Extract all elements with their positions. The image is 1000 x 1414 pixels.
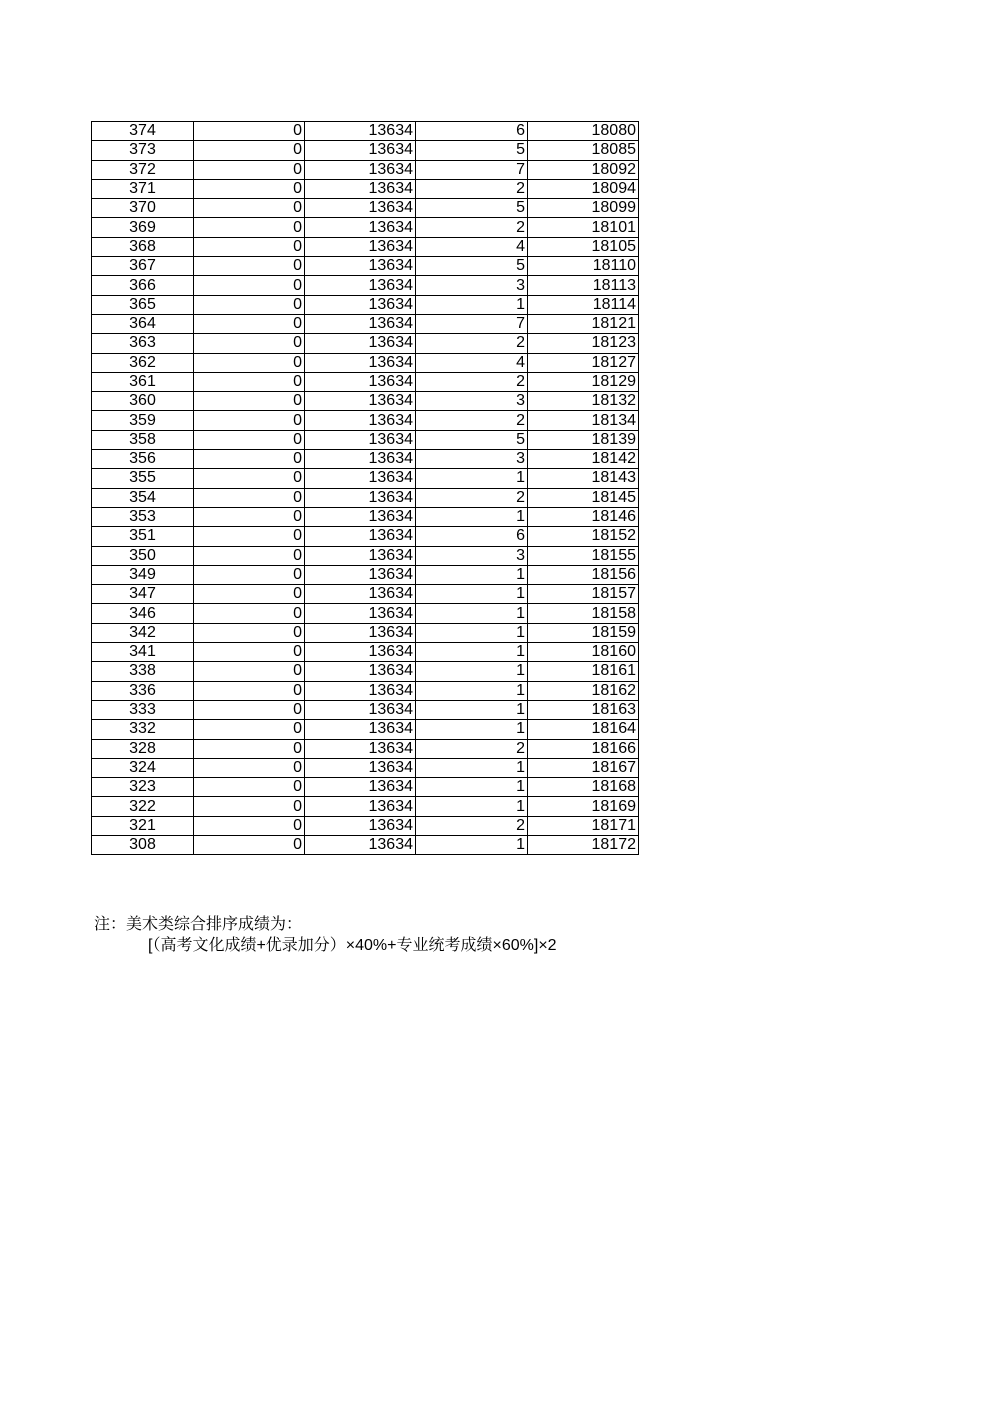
- score-cell: 358: [92, 430, 194, 449]
- cumulative-cell: 18156: [528, 565, 639, 584]
- base-cumulative-cell: 13634: [305, 122, 416, 141]
- score-cell: 332: [92, 720, 194, 739]
- score-cell: 373: [92, 141, 194, 160]
- zero-count-cell: 0: [194, 488, 305, 507]
- score-cell: 353: [92, 507, 194, 526]
- table-row: [92, 179, 639, 198]
- cumulative-cell: 18099: [528, 199, 639, 218]
- zero-count-cell: 0: [194, 778, 305, 797]
- base-cumulative-cell: 13634: [305, 527, 416, 546]
- base-cumulative-cell: 13634: [305, 778, 416, 797]
- base-cumulative-cell: 13634: [305, 257, 416, 276]
- zero-count-cell: 0: [194, 276, 305, 295]
- count-cell: 5: [416, 199, 528, 218]
- score-cell: 350: [92, 546, 194, 565]
- base-cumulative-cell: 13634: [305, 199, 416, 218]
- score-cell: 347: [92, 585, 194, 604]
- table-row: [92, 199, 639, 218]
- score-cell: 324: [92, 758, 194, 777]
- table-row: [92, 295, 639, 314]
- cumulative-cell: 18134: [528, 411, 639, 430]
- zero-count-cell: 0: [194, 700, 305, 719]
- base-cumulative-cell: 13634: [305, 411, 416, 430]
- base-cumulative-cell: 13634: [305, 450, 416, 469]
- count-cell: 1: [416, 507, 528, 526]
- zero-count-cell: 0: [194, 469, 305, 488]
- score-cell: 328: [92, 739, 194, 758]
- cumulative-cell: 18167: [528, 758, 639, 777]
- count-cell: 3: [416, 392, 528, 411]
- score-cell: 322: [92, 797, 194, 816]
- count-cell: 1: [416, 585, 528, 604]
- cumulative-cell: 18105: [528, 237, 639, 256]
- zero-count-cell: 0: [194, 257, 305, 276]
- table-row: [92, 662, 639, 681]
- table-row: [92, 450, 639, 469]
- score-cell: 365: [92, 295, 194, 314]
- zero-count-cell: 0: [194, 199, 305, 218]
- base-cumulative-cell: 13634: [305, 700, 416, 719]
- count-cell: 4: [416, 237, 528, 256]
- count-cell: 1: [416, 758, 528, 777]
- score-cell: 336: [92, 681, 194, 700]
- cumulative-cell: 18092: [528, 160, 639, 179]
- count-cell: 7: [416, 314, 528, 333]
- cumulative-cell: 18168: [528, 778, 639, 797]
- base-cumulative-cell: 13634: [305, 585, 416, 604]
- base-cumulative-cell: 13634: [305, 546, 416, 565]
- score-cell: 371: [92, 179, 194, 198]
- cumulative-cell: 18132: [528, 392, 639, 411]
- table-row: [92, 643, 639, 662]
- count-cell: 1: [416, 623, 528, 642]
- table-row: [92, 700, 639, 719]
- table-row: [92, 585, 639, 604]
- base-cumulative-cell: 13634: [305, 372, 416, 391]
- table-row: [92, 392, 639, 411]
- note-formula: [（高考文化成绩+优录加分）×40%+专业统考成绩×60%]×2: [148, 937, 557, 954]
- count-cell: 2: [416, 334, 528, 353]
- table-row: [92, 778, 639, 797]
- count-cell: 1: [416, 797, 528, 816]
- count-cell: 2: [416, 372, 528, 391]
- base-cumulative-cell: 13634: [305, 797, 416, 816]
- zero-count-cell: 0: [194, 314, 305, 333]
- table-row: [92, 372, 639, 391]
- zero-count-cell: 0: [194, 835, 305, 854]
- base-cumulative-cell: 13634: [305, 314, 416, 333]
- base-cumulative-cell: 13634: [305, 334, 416, 353]
- count-cell: 1: [416, 565, 528, 584]
- base-cumulative-cell: 13634: [305, 758, 416, 777]
- score-cell: 351: [92, 527, 194, 546]
- table-row: [92, 141, 639, 160]
- zero-count-cell: 0: [194, 122, 305, 141]
- base-cumulative-cell: 13634: [305, 488, 416, 507]
- table-row: [92, 257, 639, 276]
- base-cumulative-cell: 13634: [305, 835, 416, 854]
- zero-count-cell: 0: [194, 565, 305, 584]
- score-cell: 369: [92, 218, 194, 237]
- base-cumulative-cell: 13634: [305, 295, 416, 314]
- zero-count-cell: 0: [194, 816, 305, 835]
- score-cell: 342: [92, 623, 194, 642]
- cumulative-cell: 18129: [528, 372, 639, 391]
- count-cell: 2: [416, 218, 528, 237]
- cumulative-cell: 18164: [528, 720, 639, 739]
- base-cumulative-cell: 13634: [305, 662, 416, 681]
- count-cell: 1: [416, 778, 528, 797]
- zero-count-cell: 0: [194, 739, 305, 758]
- table-row: [92, 218, 639, 237]
- cumulative-cell: 18163: [528, 700, 639, 719]
- base-cumulative-cell: 13634: [305, 816, 416, 835]
- cumulative-cell: 18142: [528, 450, 639, 469]
- zero-count-cell: 0: [194, 430, 305, 449]
- count-cell: 1: [416, 604, 528, 623]
- cumulative-cell: 18169: [528, 797, 639, 816]
- zero-count-cell: 0: [194, 585, 305, 604]
- base-cumulative-cell: 13634: [305, 469, 416, 488]
- zero-count-cell: 0: [194, 160, 305, 179]
- table-row: [92, 720, 639, 739]
- count-cell: 5: [416, 430, 528, 449]
- table-row: [92, 739, 639, 758]
- cumulative-cell: 18161: [528, 662, 639, 681]
- cumulative-cell: 18157: [528, 585, 639, 604]
- zero-count-cell: 0: [194, 623, 305, 642]
- zero-count-cell: 0: [194, 295, 305, 314]
- zero-count-cell: 0: [194, 643, 305, 662]
- score-cell: 362: [92, 353, 194, 372]
- count-cell: 1: [416, 643, 528, 662]
- cumulative-cell: 18145: [528, 488, 639, 507]
- zero-count-cell: 0: [194, 141, 305, 160]
- cumulative-cell: 18114: [528, 295, 639, 314]
- count-cell: 1: [416, 662, 528, 681]
- score-cell: 361: [92, 372, 194, 391]
- zero-count-cell: 0: [194, 411, 305, 430]
- base-cumulative-cell: 13634: [305, 218, 416, 237]
- cumulative-cell: 18085: [528, 141, 639, 160]
- score-cell: 333: [92, 700, 194, 719]
- count-cell: 4: [416, 353, 528, 372]
- zero-count-cell: 0: [194, 353, 305, 372]
- zero-count-cell: 0: [194, 758, 305, 777]
- base-cumulative-cell: 13634: [305, 179, 416, 198]
- table-row: [92, 604, 639, 623]
- base-cumulative-cell: 13634: [305, 565, 416, 584]
- table-row: [92, 835, 639, 854]
- cumulative-cell: 18158: [528, 604, 639, 623]
- table-row: [92, 565, 639, 584]
- cumulative-cell: 18139: [528, 430, 639, 449]
- zero-count-cell: 0: [194, 179, 305, 198]
- zero-count-cell: 0: [194, 546, 305, 565]
- zero-count-cell: 0: [194, 392, 305, 411]
- table-row: [92, 160, 639, 179]
- zero-count-cell: 0: [194, 797, 305, 816]
- score-cell: 355: [92, 469, 194, 488]
- table-body: [92, 122, 639, 855]
- cumulative-cell: 18152: [528, 527, 639, 546]
- base-cumulative-cell: 13634: [305, 739, 416, 758]
- count-cell: 6: [416, 122, 528, 141]
- cumulative-cell: 18101: [528, 218, 639, 237]
- table-row: [92, 353, 639, 372]
- cumulative-cell: 18162: [528, 681, 639, 700]
- zero-count-cell: 0: [194, 681, 305, 700]
- count-cell: 2: [416, 739, 528, 758]
- cumulative-cell: 18171: [528, 816, 639, 835]
- table-row: [92, 469, 639, 488]
- cumulative-cell: 18113: [528, 276, 639, 295]
- cumulative-cell: 18123: [528, 334, 639, 353]
- cumulative-cell: 18080: [528, 122, 639, 141]
- zero-count-cell: 0: [194, 218, 305, 237]
- table-row: [92, 507, 639, 526]
- table-row: [92, 276, 639, 295]
- table-row: [92, 816, 639, 835]
- score-cell: 323: [92, 778, 194, 797]
- base-cumulative-cell: 13634: [305, 392, 416, 411]
- score-cell: 356: [92, 450, 194, 469]
- zero-count-cell: 0: [194, 450, 305, 469]
- count-cell: 1: [416, 469, 528, 488]
- base-cumulative-cell: 13634: [305, 604, 416, 623]
- count-cell: 5: [416, 141, 528, 160]
- cumulative-cell: 18127: [528, 353, 639, 372]
- count-cell: 2: [416, 411, 528, 430]
- base-cumulative-cell: 13634: [305, 141, 416, 160]
- score-cell: 341: [92, 643, 194, 662]
- table-row: [92, 122, 639, 141]
- base-cumulative-cell: 13634: [305, 643, 416, 662]
- base-cumulative-cell: 13634: [305, 237, 416, 256]
- zero-count-cell: 0: [194, 334, 305, 353]
- cumulative-cell: 18110: [528, 257, 639, 276]
- count-cell: 5: [416, 257, 528, 276]
- zero-count-cell: 0: [194, 604, 305, 623]
- score-cell: 338: [92, 662, 194, 681]
- cumulative-cell: 18121: [528, 314, 639, 333]
- count-cell: 2: [416, 179, 528, 198]
- zero-count-cell: 0: [194, 527, 305, 546]
- table-row: [92, 527, 639, 546]
- table-row: [92, 681, 639, 700]
- base-cumulative-cell: 13634: [305, 276, 416, 295]
- score-cell: 364: [92, 314, 194, 333]
- count-cell: 1: [416, 295, 528, 314]
- cumulative-cell: 18160: [528, 643, 639, 662]
- count-cell: 1: [416, 700, 528, 719]
- table-row: [92, 411, 639, 430]
- count-cell: 2: [416, 816, 528, 835]
- score-cell: 370: [92, 199, 194, 218]
- score-cell: 308: [92, 835, 194, 854]
- count-cell: 1: [416, 835, 528, 854]
- base-cumulative-cell: 13634: [305, 623, 416, 642]
- base-cumulative-cell: 13634: [305, 353, 416, 372]
- score-cell: 372: [92, 160, 194, 179]
- base-cumulative-cell: 13634: [305, 681, 416, 700]
- score-cell: 359: [92, 411, 194, 430]
- zero-count-cell: 0: [194, 372, 305, 391]
- score-cell: 366: [92, 276, 194, 295]
- table-row: [92, 430, 639, 449]
- note-label: 注：美术类综合排序成绩为：: [94, 916, 303, 933]
- cumulative-cell: 18155: [528, 546, 639, 565]
- count-cell: 7: [416, 160, 528, 179]
- score-cell: 349: [92, 565, 194, 584]
- score-cell: 354: [92, 488, 194, 507]
- zero-count-cell: 0: [194, 237, 305, 256]
- score-cell: 367: [92, 257, 194, 276]
- table-row: [92, 623, 639, 642]
- table-row: [92, 758, 639, 777]
- table-row: [92, 314, 639, 333]
- table-row: [92, 797, 639, 816]
- score-cell: 360: [92, 392, 194, 411]
- cumulative-cell: 18143: [528, 469, 639, 488]
- table-row: [92, 334, 639, 353]
- count-cell: 3: [416, 546, 528, 565]
- zero-count-cell: 0: [194, 507, 305, 526]
- count-cell: 2: [416, 488, 528, 507]
- count-cell: 1: [416, 720, 528, 739]
- base-cumulative-cell: 13634: [305, 430, 416, 449]
- cumulative-cell: 18172: [528, 835, 639, 854]
- table-row: [92, 488, 639, 507]
- cumulative-cell: 18166: [528, 739, 639, 758]
- count-cell: 1: [416, 681, 528, 700]
- score-cell: 374: [92, 122, 194, 141]
- score-cell: 346: [92, 604, 194, 623]
- base-cumulative-cell: 13634: [305, 160, 416, 179]
- table-row: [92, 237, 639, 256]
- cumulative-cell: 18159: [528, 623, 639, 642]
- count-cell: 3: [416, 450, 528, 469]
- zero-count-cell: 0: [194, 720, 305, 739]
- score-distribution-table: [91, 121, 639, 855]
- count-cell: 3: [416, 276, 528, 295]
- cumulative-cell: 18094: [528, 179, 639, 198]
- score-cell: 321: [92, 816, 194, 835]
- cumulative-cell: 18146: [528, 507, 639, 526]
- zero-count-cell: 0: [194, 662, 305, 681]
- table-row: [92, 546, 639, 565]
- base-cumulative-cell: 13634: [305, 720, 416, 739]
- base-cumulative-cell: 13634: [305, 507, 416, 526]
- score-cell: 368: [92, 237, 194, 256]
- score-cell: 363: [92, 334, 194, 353]
- count-cell: 6: [416, 527, 528, 546]
